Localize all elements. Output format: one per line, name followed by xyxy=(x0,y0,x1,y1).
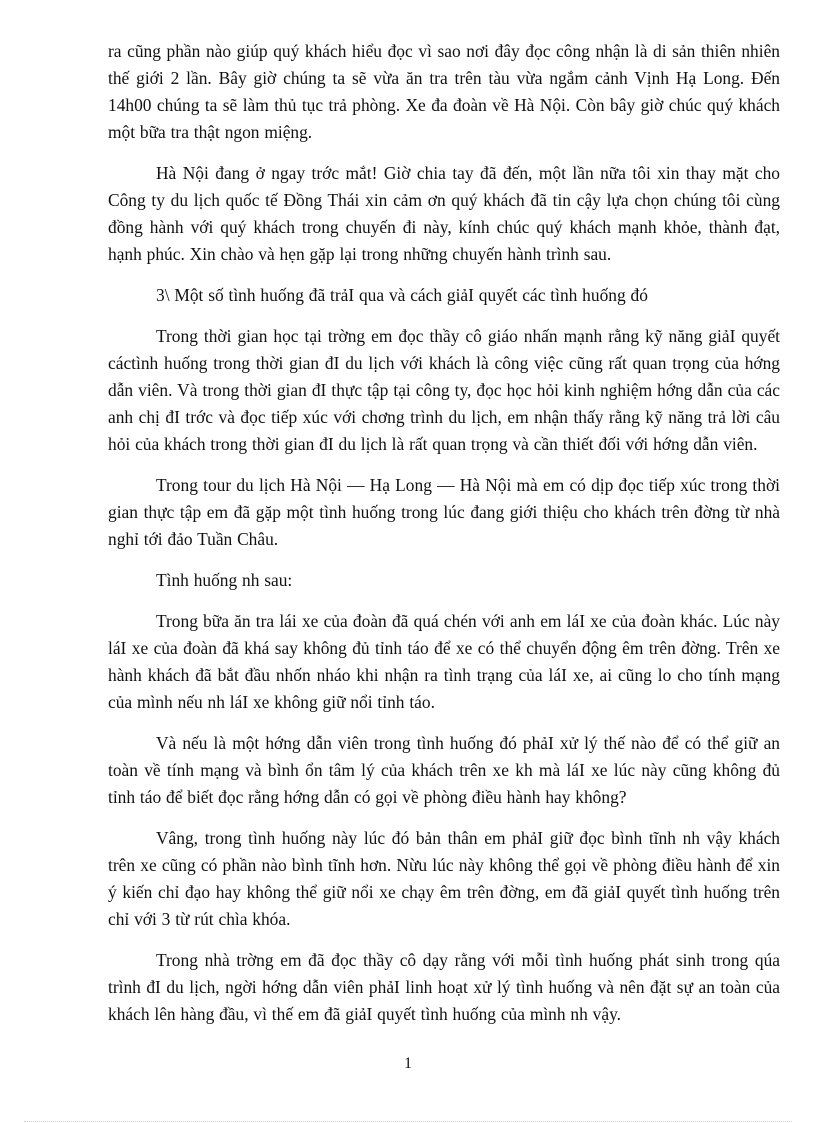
document-body xyxy=(108,38,780,1042)
paragraph: Trong tour du lịch Hà Nội — Hạ Long — Hà Nội mà em có dịp đọc tiếp xúc trong thời gian thực tập em đã gặp một tình huống trong lúc đang giới thiệu cho khách trên đờng từ nhà nghỉ tới đảo Tuần Châu. xyxy=(108,475,780,549)
paragraph: Trong bữa ăn tra lái xe của đoàn đã quá chén với anh em láI xe của đoàn khác. Lúc này láI xe của đoàn đã khá say không đủ tỉnh táo để xe có thể chuyển động êm trên đờng. Trên xe hành khách đã bắt đầu nhốn nháo khi nhận ra tình trạng của láI xe, ai cũng lo cho tính mạng của mình nếu nh láI xe không giữ nổi tỉnh táo. xyxy=(108,611,780,712)
paragraph: Trong nhà trờng em đã đọc thầy cô dạy rằng với mỗi tình huống phát sinh trong qúa trình đI du lịch, ngời hớng dẫn viên phảI linh hoạt xử lý tình huống và nên đặt sự an toàn của khách lên hàng đầu, vì thế em đã giảI quyết tình huống của mình nh vậy. xyxy=(108,950,780,1024)
paragraph: Hà Nội đang ở ngay trớc mắt! Giờ chia tay đã đến, một lần nữa tôi xin thay mặt cho Công ty du lịch quốc tế Đồng Thái xin cảm ơn quý khách đã tin cậy lựa chọn chúng tôi cùng đồng hành với quý khách trong chuyến đi này, kính chúc quý khách mạnh khỏe, thành đạt, hạnh phúc. Xin chào và hẹn gặp lại trong những chuyến hành trình sau. xyxy=(108,163,780,264)
paragraph: Và nếu là một hớng dẫn viên trong tình huống đó phảI xử lý thế nào để có thể giữ an toàn về tính mạng và bình ổn tâm lý của khách trên xe kh mà láI xe lúc này cũng không đủ tỉnh táo để biết đọc rằng hớng dẫn có gọi về phòng điều hành hay không? xyxy=(108,733,780,807)
page-bottom-divider xyxy=(24,1121,792,1122)
section-heading: 3\ Một số tình huống đã trảI qua và cách giảI quyết các tình huống đó xyxy=(156,285,648,305)
paragraph: Vâng, trong tình huống này lúc đó bản thân em phảI giữ đọc bình tĩnh nh vậy khách trên xe cũng có phần nào bình tĩnh hơn. Nừu lúc này không thể gọi về phòng điều hành để xin ý kiến chỉ đạo hay không thể giữ nổi xe chạy êm trên đờng, em đã giảI quyết tình huống trên chỉ với 3 từ rút chìa khóa. xyxy=(108,828,780,929)
paragraph: Tình huống nh sau: xyxy=(156,570,293,590)
page-number: 1 xyxy=(404,1055,412,1072)
paragraph: ra cũng phần nào giúp quý khách hiểu đọc vì sao nơi đây đọc công nhận là di sản thiên nhiên thế giới 2 lần. Bây giờ chúng ta sẽ vừa ăn tra trên tàu vừa ngắm cảnh Vịnh Hạ Long. Đến 14h00 chúng ta sẽ làm thủ tục trả phòng. Xe đa đoàn về Hà Nội. Còn bây giờ chúc quý khách một bữa tra thật ngon miệng. xyxy=(108,41,780,142)
paragraph: Trong thời gian học tại trờng em đọc thầy cô giáo nhấn mạnh rằng kỹ năng giảI quyết cáctình huống trong thời gian đI du lịch với khách là công việc cũng rất quan trọng của hớng dẫn viên. Và trong thời gian đI thực tập tại công ty, đọc học hỏi kinh nghiệm hớng dẫn của các anh chị đI trớc và đọc tiếp xúc với chơng trình du lịch, em nhận thấy rằng kỹ năng trả lời câu hỏi của khách trong thời gian đI du lịch là rất quan trọng và cần thiết đối với hớng dẫn viên. xyxy=(108,326,780,454)
